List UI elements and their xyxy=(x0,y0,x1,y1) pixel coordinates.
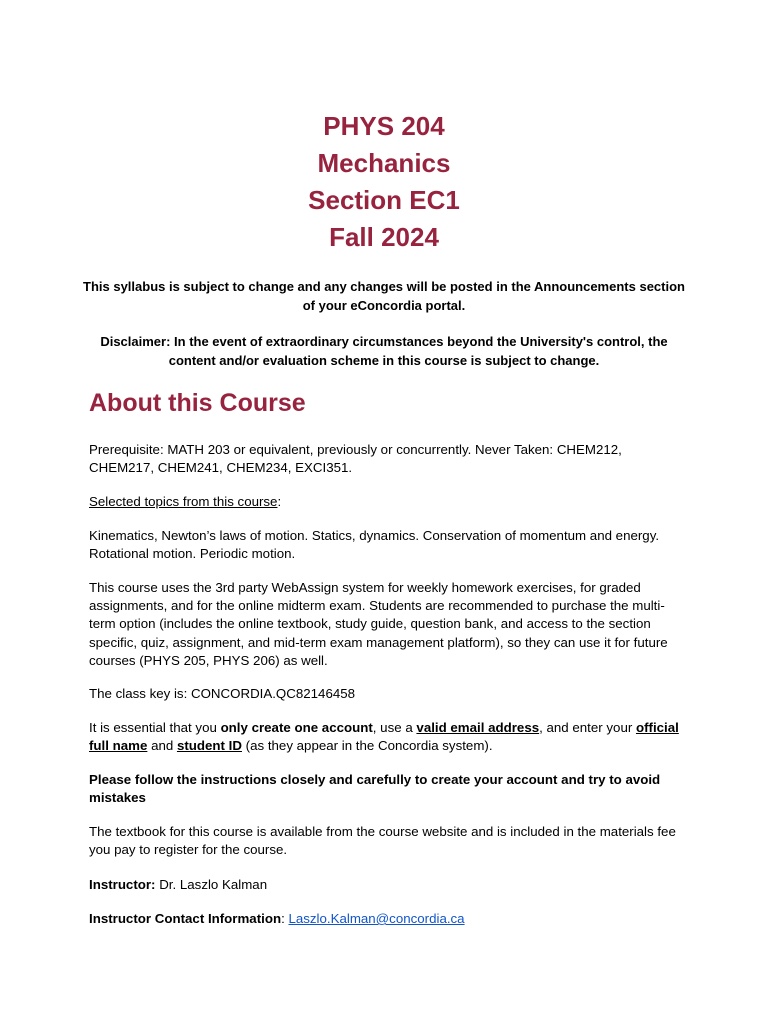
instructions-warning: Please follow the instructions closely and carefully to create your account and try to avoid mistakes xyxy=(89,772,661,806)
about-course-heading: About this Course xyxy=(89,389,306,417)
instructor-label: Instructor: xyxy=(89,877,156,892)
syllabus-change-notice: This syllabus is subject to change and any changes will be posted in the Announcements section of your eConcordia portal. xyxy=(83,279,685,313)
topics-label: Selected topics from this course xyxy=(89,494,278,509)
instructor-line xyxy=(89,876,683,894)
account-text-1: It is essential that you xyxy=(89,720,221,735)
instructor-name: Dr. Laszlo Kalman xyxy=(155,877,268,892)
class-key-text: The class key is: CONCORDIA.QC82146458 xyxy=(89,686,356,701)
account-text-5: (as they appear in the Concordia system). xyxy=(241,738,493,754)
topics-text: Kinematics, Newton’s laws of motion. Statics, dynamics. Conservation of momentum and energy. Rotational motion. Periodic motion. xyxy=(89,528,660,562)
account-emphasis-one-account: only create one account xyxy=(220,720,373,735)
course-section: Section EC1 xyxy=(308,185,460,215)
contact-line xyxy=(89,910,683,928)
account-instructions xyxy=(89,719,683,755)
account-emphasis-student-id: student ID xyxy=(176,738,242,754)
contact-label: Instructor Contact Information xyxy=(89,911,282,926)
contact-colon: : xyxy=(281,911,289,926)
account-text-3: , and enter your xyxy=(539,720,636,735)
account-text-2: , use a xyxy=(372,720,417,735)
textbook-text: The textbook for this course is available from the course website and is included in the materials fee you pay to register for the course. xyxy=(89,824,676,858)
instructor-email-link[interactable]: Laszlo.Kalman@concordia.ca xyxy=(288,911,465,926)
webassign-text: This course uses the 3rd party WebAssign system for weekly homework exercises, for graded assignments, and for the online midterm exam. Students are recommended to purchase the multi-term option (includes the online textbook, study guide, question bank, and access to the section specific, quiz, assignment, and mid-term exam management platform), so they can use it for future courses (PHYS 205, PHYS 206) as well. xyxy=(89,580,668,668)
account-emphasis-full-name: official full name xyxy=(89,720,679,754)
disclaimer-notice: Disclaimer: In the event of extraordinary circumstances beyond the University's control, the content and/or evaluation scheme in this course is subject to change. xyxy=(100,334,668,368)
course-name: Mechanics xyxy=(317,148,451,178)
topics-label-line xyxy=(89,493,683,511)
account-text-4: and xyxy=(147,738,177,754)
course-term: Fall 2024 xyxy=(329,222,439,252)
course-code: PHYS 204 xyxy=(323,111,445,141)
course-title-block xyxy=(0,108,768,256)
topics-label-colon: : xyxy=(277,494,282,509)
account-emphasis-valid-email: valid email address xyxy=(416,720,540,735)
prerequisite-text: Prerequisite: MATH 203 or equivalent, previously or concurrently. Never Taken: CHEM212, CHEM217, CHEM241, CHEM234, EXCI351. xyxy=(89,442,622,476)
